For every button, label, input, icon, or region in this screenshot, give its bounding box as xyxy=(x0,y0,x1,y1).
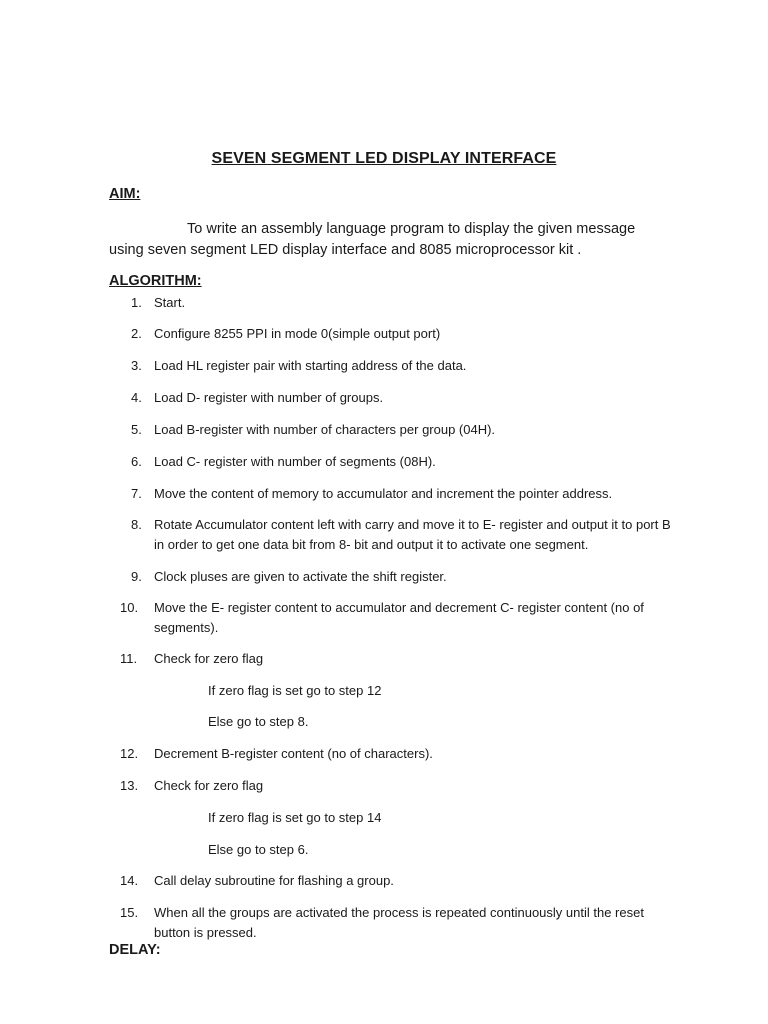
step-number: 14. xyxy=(120,873,139,888)
step-number: 7. xyxy=(131,486,142,501)
algorithm-step xyxy=(120,356,680,376)
step-number: 13. xyxy=(120,778,139,793)
step-number: 6. xyxy=(131,454,142,469)
step-text: Load D- register with number of groups. xyxy=(154,390,384,405)
step-number: 1. xyxy=(131,295,142,310)
algorithm-step xyxy=(120,388,680,408)
algorithm-step xyxy=(120,452,680,472)
step-number: 11. xyxy=(120,651,138,666)
step-text: Start. xyxy=(154,295,186,310)
algorithm-step xyxy=(120,567,680,587)
step-text: Call delay subroutine for flashing a group. xyxy=(154,873,394,888)
step-text: Check for zero flag xyxy=(154,651,264,666)
step-11-condition: If zero flag is set go to step 12 xyxy=(208,683,382,698)
step-text: Clock pluses are given to activate the shift register. xyxy=(154,569,447,584)
aim-heading: AIM: xyxy=(109,186,141,202)
delay-heading: DELAY: xyxy=(109,942,161,958)
step-text: Decrement B-register content (no of characters). xyxy=(154,746,433,761)
algorithm-step xyxy=(120,420,680,440)
algorithm-heading: ALGORITHM: xyxy=(109,273,202,289)
step-number: 8. xyxy=(131,517,142,532)
algorithm-step xyxy=(120,649,680,669)
algorithm-step xyxy=(120,324,680,344)
algorithm-step xyxy=(120,871,680,891)
step-text: Load C- register with number of segments (08H). xyxy=(154,454,436,469)
step-number: 3. xyxy=(131,358,142,373)
algorithm-step xyxy=(120,293,680,313)
algorithm-step xyxy=(120,776,680,796)
step-number: 15. xyxy=(120,905,139,920)
step-number: 12. xyxy=(120,746,139,761)
step-11-else: Else go to step 8. xyxy=(208,714,309,729)
algorithm-step xyxy=(120,744,680,764)
step-13-condition: If zero flag is set go to step 14 xyxy=(208,810,382,825)
step-text: Load HL register pair with starting address of the data. xyxy=(154,358,467,373)
step-text: Move the E- register content to accumulator and decrement C- register content (no of segments). xyxy=(154,600,644,635)
algorithm-step xyxy=(120,484,680,504)
step-text: Load B-register with number of characters per group (04H). xyxy=(154,422,496,437)
step-text: Configure 8255 PPI in mode 0(simple output port) xyxy=(154,326,441,341)
algorithm-step xyxy=(120,903,680,942)
step-text: When all the groups are activated the process is repeated continuously until the reset button is pressed. xyxy=(154,905,644,940)
algorithm-step xyxy=(120,598,680,637)
step-text: Move the content of memory to accumulator and increment the pointer address. xyxy=(154,486,613,501)
document-title: SEVEN SEGMENT LED DISPLAY INTERFACE xyxy=(211,150,557,167)
step-number: 5. xyxy=(131,422,142,437)
aim-text: To write an assembly language program to display the given message using seven segment LED display interface and 8085 microprocessor kit . xyxy=(109,221,636,258)
step-number: 4. xyxy=(131,390,142,405)
step-number: 2. xyxy=(131,326,142,341)
step-13-else: Else go to step 6. xyxy=(208,842,309,857)
step-number: 9. xyxy=(131,569,142,584)
step-text: Rotate Accumulator content left with carry and move it to E- register and output it to port B in order to get one data bit from 8- bit and output it to activate one segment. xyxy=(154,517,671,552)
step-text: Check for zero flag xyxy=(154,778,264,793)
algorithm-step xyxy=(120,515,680,554)
step-number: 10. xyxy=(120,600,139,615)
